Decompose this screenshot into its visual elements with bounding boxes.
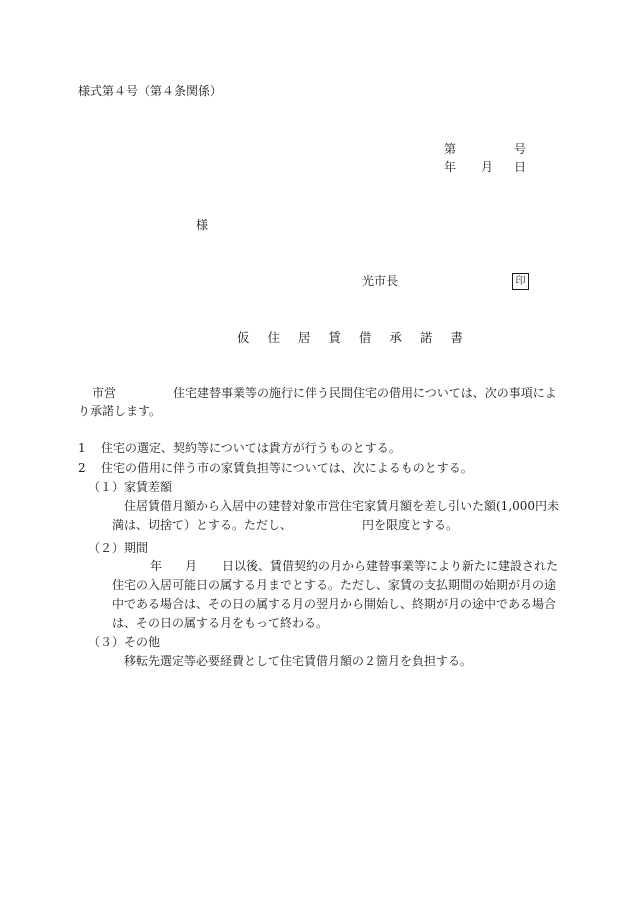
sub-3-title: その他 bbox=[124, 635, 161, 649]
issuer-name: 光市長 bbox=[362, 274, 399, 288]
sub-3-line1: 移転先選定等必要経費として住宅賃借月額の２箇月を負担する。 bbox=[124, 654, 473, 668]
sub-2-label: （２） bbox=[88, 541, 125, 555]
sub-1-line1: 住居賃借月額から入居中の建替対象市営住宅家賃月額を差し引いた額(1,000円未 bbox=[124, 499, 560, 513]
seal-mark: 印 bbox=[512, 273, 529, 290]
intro-line2: り承諾します。 bbox=[78, 404, 162, 418]
intro-municipal: 市営 bbox=[92, 386, 117, 400]
sub-2-title: 期間 bbox=[124, 541, 149, 555]
sub-2-line2: 住宅の入居可能日の属する月までとする。ただし、家賃の支払期間の始期が月の途 bbox=[112, 578, 557, 592]
sub-1-title: 家賃差額 bbox=[124, 480, 173, 494]
sub-2-year: 年 bbox=[150, 559, 163, 573]
document-title: 仮 住 居 賃 借 承 諾 書 bbox=[237, 330, 470, 345]
sub-1-label: （１） bbox=[88, 480, 125, 494]
date-month: 月 bbox=[481, 160, 494, 174]
doc-no-prefix: 第 bbox=[444, 142, 457, 156]
sub-3-label: （３） bbox=[88, 635, 125, 649]
item-2-text: 住宅の借用に伴う市の家賃負担等については、次によるものとする。 bbox=[101, 461, 473, 475]
sub-2-line1: 日以後、賃借契約の月から建替事業等により新たに建設された bbox=[222, 559, 559, 573]
sub-2-month: 月 bbox=[185, 559, 198, 573]
item-1-text: 住宅の選定、契約等については貴方が行うものとする。 bbox=[101, 441, 401, 455]
sub-1-line2-b: 円を限度とする。 bbox=[362, 518, 459, 532]
addressee-honorific: 様 bbox=[196, 218, 209, 232]
sub-2-line3: 中である場合は、その日の属する月の翌月から開始し、終期が月の途中である場合 bbox=[112, 597, 557, 611]
sub-1-line2-a: 満は、切捨て）とする。ただし、 bbox=[112, 518, 293, 532]
date-day: 日 bbox=[514, 160, 527, 174]
item-2-number: 2 bbox=[78, 461, 86, 475]
item-1-number: 1 bbox=[78, 441, 86, 455]
sub-2-line4: は、その日の属する月をもって終わる。 bbox=[112, 616, 329, 630]
date-year: 年 bbox=[444, 160, 457, 174]
intro-line1: 住宅建替事業等の施行に伴う民間住宅の借用については、次の事項によ bbox=[173, 386, 557, 400]
doc-no-suffix: 号 bbox=[514, 142, 527, 156]
form-number: 様式第４号（第４条関係） bbox=[78, 84, 223, 98]
